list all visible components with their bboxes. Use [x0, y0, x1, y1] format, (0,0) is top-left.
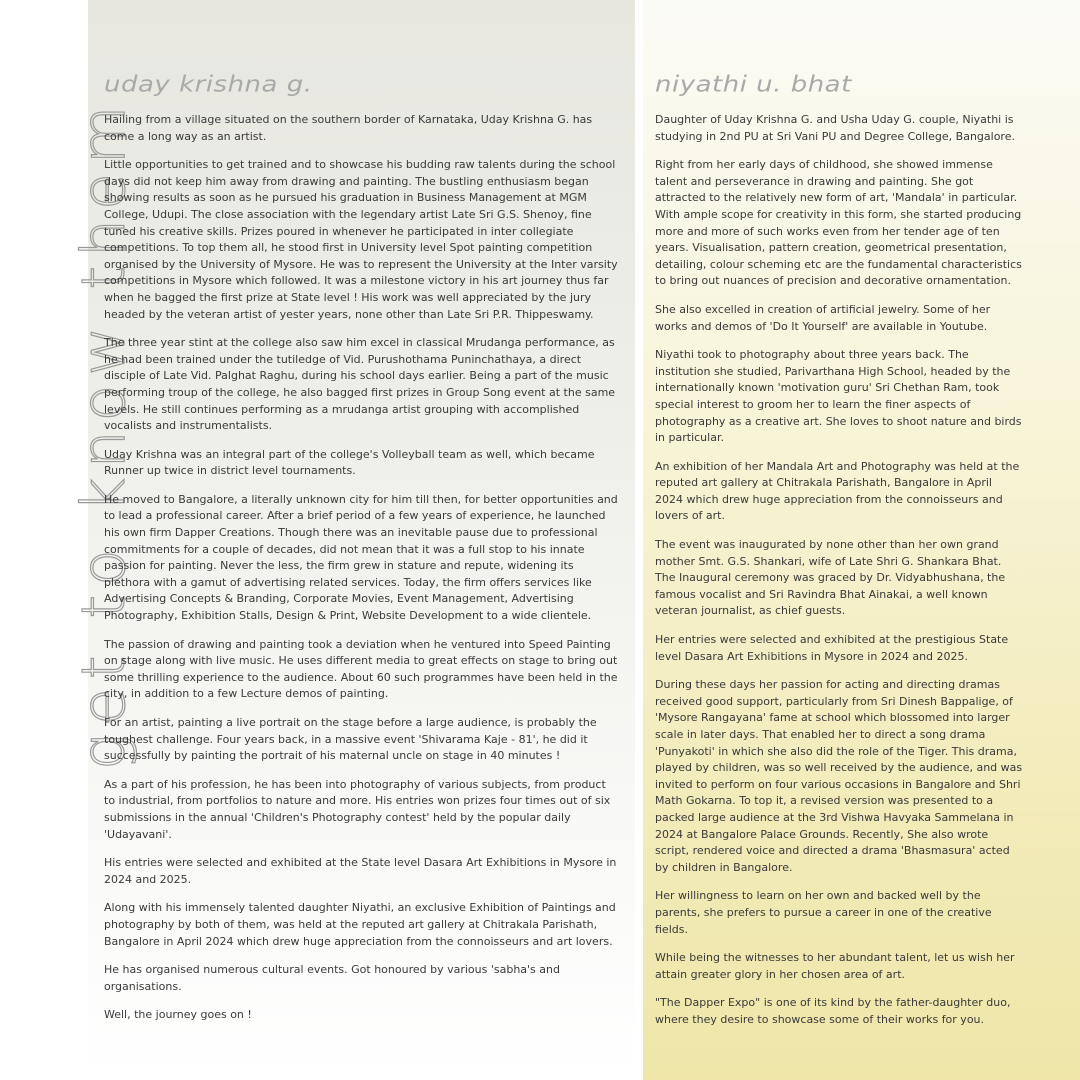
left-paragraph: Hailing from a village situated on the southern border of Karnataka, Uday Krishna G. has come a long way as an artist.	[104, 113, 593, 143]
right-paragraph: An exhibition of her Mandala Art and Photography was held at the reputed art gallery at Chitrakala Parishath, Bangalore in April 2024 which drew huge appreciation from the connoisseurs and lovers of art.	[655, 459, 1020, 523]
left-paragraph: His entries were selected and exhibited at the State level Dasara Art Exhibitions in Mysore in 2024 and 2025.	[104, 856, 617, 886]
left-paragraph: Along with his immensely talented daughter Niyathi, an exclusive Exhibition of Paintings and photography by both of them, was held at the reputed art gallery at Chitrakala Parishath, Bangalore in April 2024 which drew huge appreciation from the connoisseurs and art lovers.	[104, 901, 616, 948]
right-paragraph: Her entries were selected and exhibited at the prestigious State level Dasara Art Exhibitions in Mysore in 2024 and 2025.	[655, 633, 1009, 663]
niyathi-name: niyathi u. bhat	[655, 72, 852, 98]
vertical-title: get to know them	[69, 96, 139, 770]
left-paragraph: For an artist, painting a live portrait on the stage before a large audience, is probably the toughest challenge. Four years back, in a massive event 'Shivarama Kaje - 81', he did it successfully by painting the portrait of his maternal uncle on stage in 40 minutes !	[104, 716, 597, 763]
left-paragraph: Well, the journey goes on !	[104, 1008, 252, 1022]
right-paragraph: During these days her passion for acting and directing dramas received good support, particularly from Sri Dinesh Bappalige, of 'Mysore Rangayana' fame at school which blossomed into larger scale in later days. That enabled her to direct a song drama 'Punyakoti' in which she also did the role of the Tiger. This drama, played by children, was so well received by the audience, and was invited to perform on four various occasions in Bangalore and Shri Math Gokarna. To top it, a revised version was presented to a packed large audience at the 3rd Vishwa Havyaka Sammelana in 2024 at Bangalore Palace Grounds. Recently, She also wrote script, rendered voice and directed a drama 'Bhasmasura' acted by children in Bangalore.	[655, 678, 1023, 874]
left-paragraph: As a part of his profession, he has been into photography of various subjects, from product to industrial, from portfolios to nature and more. His entries won prizes four times out of six submissions in the annual 'Children's Photography contest' held by the popular daily 'Udayavani'.	[104, 777, 611, 841]
right-paragraph: Right from her early days of childhood, she showed immense talent and perseverance in drawing and painting. She got attracted to the relatively new form of art, 'Mandala' in particular. With ample scope for creativity in this form, she started producing more and more of such works even from her tender age of ten years. Visualisation, pattern creation, geometrical presentation, detailing, colour scheming etc are the fundamental characteristics to bring out nuances of precision and decorative ornamentation.	[655, 158, 1022, 288]
right-paragraph: The event was inaugurated by none other than her own grand mother Smt. G.S. Shankari, wife of Late Shri G. Shankara Bhat. The Inaugural ceremony was graced by Dr. Vidyabhushana, the famous vocalist and Sri Ravindra Bhat Ainakai, a well known veteran journalist, as chief guests.	[655, 538, 1006, 618]
left-paragraph: Uday Krishna was an integral part of the college's Volleyball team as well, which became Runner up twice in district level tournaments.	[104, 447, 595, 478]
uday-krishna-name: uday krishna g.	[104, 72, 313, 98]
left-paragraph: The passion of drawing and painting took a deviation when he ventured into Speed Painting on stage along with live music. He uses different media to great effects on stage to bring out some thrilling experience to the audience. About 60 such programmes have been held in the city, in addition to a few Lecture demos of painting.	[104, 637, 618, 701]
left-paragraph: The three year stint at the college also saw him excel in classical Mrudanga performance, as he had been trained under the tutiledge of Vid. Purushothama Puninchathaya, a direct disciple of Late Vid. Palghat Raghu, during his school days earlier. Being a part of the music performing troup of the college, he also bagged first prizes in Group Song event at the same levels. He still continues performing as a mrudanga artist grouping with accomplished vocalists and instrumentalists.	[104, 336, 616, 433]
niyathi-column	[655, 72, 1023, 1041]
right-paragraph: Daughter of Uday Krishna G. and Usha Uday G. couple, Niyathi is studying in 2nd PU at Sri Vani PU and Degree College, Bangalore.	[655, 113, 1015, 143]
right-paragraph: Niyathi took to photography about three years back. The institution she studied, Parivarthana High School, headed by the internationally known 'motivation guru' Sri Chethan Ram, took special interest to groom her to learn the finer aspects of photography as a creative art. She loves to shoot nature and birds in particular.	[655, 348, 1022, 445]
left-paragraph: He has organised numerous cultural events. Got honoured by various 'sabha's and organisations.	[104, 963, 560, 993]
right-paragraph: "The Dapper Expo" is one of its kind by the father-daughter duo, where they desire to showcase some of their works for you.	[655, 996, 1011, 1026]
right-paragraph: She also excelled in creation of artificial jewelry. Some of her works and demos of 'Do It Yourself' are available in Youtube.	[655, 302, 991, 333]
right-paragraph: While being the witnesses to her abundant talent, let us wish her attain greater glory in her chosen area of art.	[655, 951, 1015, 981]
right-paragraph: Her willingness to learn on her own and backed well by the parents, she prefers to pursue a career in one of the creative fields.	[655, 889, 992, 936]
left-paragraph: He moved to Bangalore, a literally unknown city for him till then, for better opportunities and to lead a professional career. After a brief period of a few years of experience, he launched his own firm Dapper Creations. Though there was an inevitable pause due to professional commitments for a couple of decades, did not mean that it was a full stop to his innate passion for painting. Never the less, the firm grew in stature and repute, widening its plethora with a gamut of advertising related services. Today, the firm offers services like Advertising Concepts & Branding, Corporate Movies, Event Management, Advertising Photography, Exhibition Stalls, Design & Print, Website Development to a wide clientele.	[104, 492, 618, 623]
uday-krishna-column	[104, 72, 620, 1036]
left-paragraph: Little opportunities to get trained and to showcase his budding raw talents during the school days did not keep him away from drawing and painting. The bustling enthusiasm began showing results as soon as he pursued his graduation in Business Management at MGM College, Udupi. The close association with the legendary artist Late Sri G.S. Shenoy, fine tuned his creative skills. Prizes poured in whenever he participated in inter collegiate competitions. To top them all, he stood first in University level Spot painting competition organised by the University of Mysore. He was to represent the University at the Inter varsity competitions in Mysore which followed. It was a milestone victory in his art journey thus far when he bagged the first prize at State level ! His work was well appreciated by the jury headed by the veteran artist of yester years, none other than Late Sri P.R. Thippeswamy.	[104, 158, 618, 321]
